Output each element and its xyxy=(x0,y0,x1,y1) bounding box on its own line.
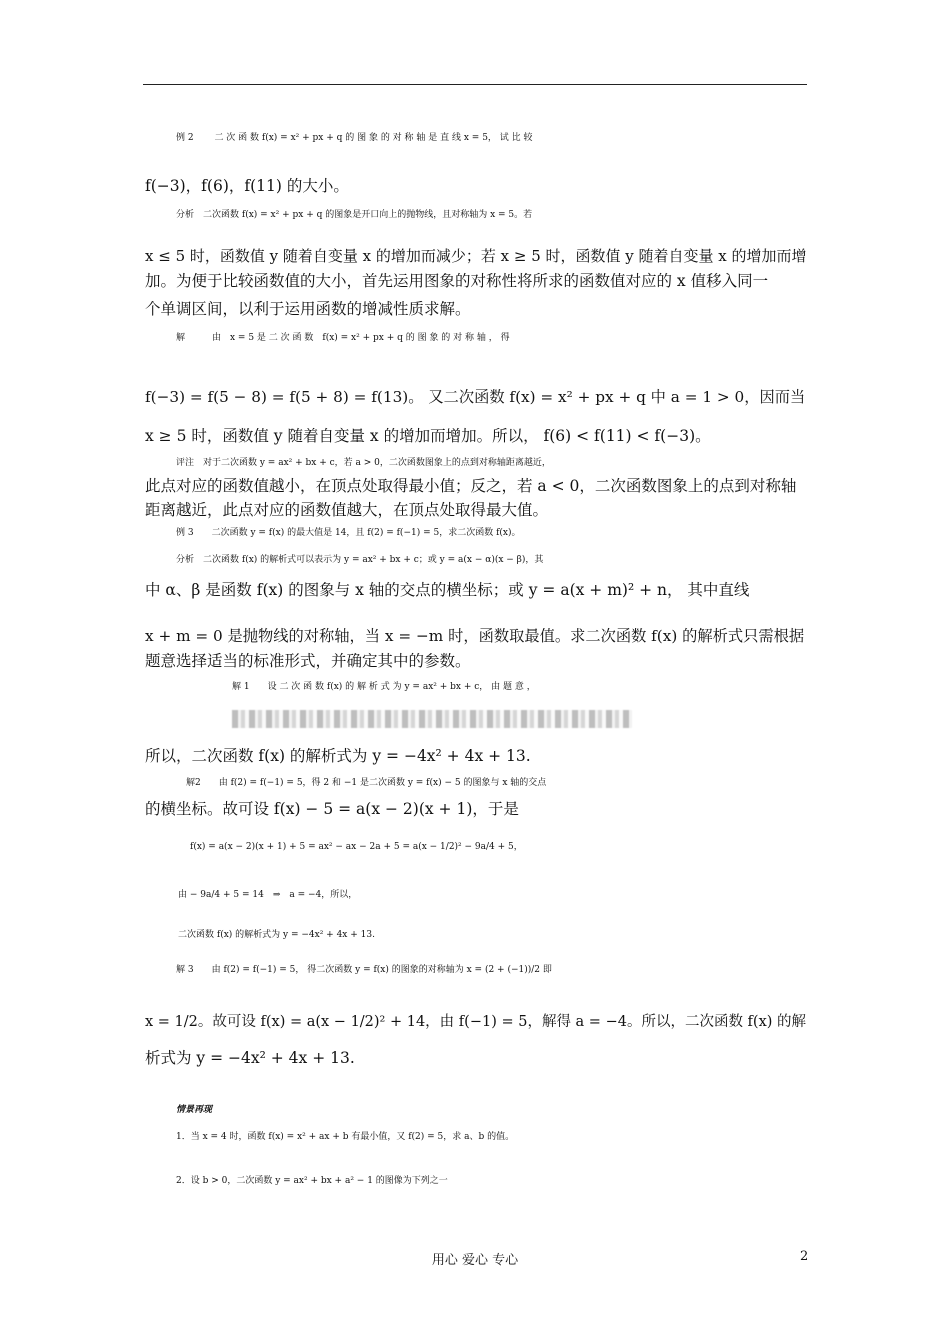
example-2-statement-cont: f(−3)，f(6)，f(11) 的大小。 xyxy=(145,177,349,195)
analysis-ex3-1: 分析 二次函数 f(x) 的解析式可以表示为 y = ax² + bx + c；或 y = a(x − α)(x − β)，其 xyxy=(176,555,544,565)
solution2-derivation: 由 − 9a/4 + 5 = 14 ⇒ a = −4，所以， xyxy=(178,890,358,900)
analysis-ex3-2: 中 α、β 是函数 f(x) 的图象与 x 轴的交点的横坐标；或 y = a(x + m)² + n， 其中直线 xyxy=(145,581,750,599)
solution2-ex3-2: 的横坐标。故可设 f(x) − 5 = a(x − 2)(x + 1)，于是 xyxy=(145,800,519,818)
solution3-2: x = 1/2。故可设 f(x) = a(x − 1/2)² + 14，由 f(−1) = 5，解得 a = −4。所以，二次函数 f(x) 的解 xyxy=(145,1014,807,1030)
solution-2: f(−3) = f(5 − 8) = f(5 + 8) = f(13)。 又二次函数 f(x) = x² + px + q 中 a = 1 > 0，因而当 xyxy=(145,388,806,406)
analysis-3: 加。为便于比较函数值的大小，首先运用图象的对称性将所求的函数值对应的 x 值移入同一 xyxy=(145,272,769,290)
example-2-statement: 例 2 二 次 函 数 f(x) = x² + px + q 的 图 象 的 对 称 轴 是 直 线 x = 5， 试 比 较 xyxy=(176,133,533,143)
illegible-equation-image xyxy=(232,710,632,728)
section-heading: 情景再现 xyxy=(176,1105,213,1115)
analysis-1: 分析 二次函数 f(x) = x² + px + q 的图象是开口向上的抛物线，且对称轴为 x = 5。若 xyxy=(176,210,533,220)
solution2-ex3-1: 解2 由 f(2) = f(−1) = 5，得 2 和 −1 是二次函数 y = f(x) − 5 的图象与 x 轴的交点 xyxy=(186,778,547,788)
solution2-equation: f(x) = a(x − 2)(x + 1) + 5 = ax² − ax − 2a + 5 = a(x − 1/2)² − 9a/4 + 5， xyxy=(190,842,523,852)
solution1-result: 所以，二次函数 f(x) 的解析式为 y = −4x² + 4x + 13. xyxy=(145,747,531,765)
example-3-statement: 例 3 二次函数 y = f(x) 的最大值是 14，且 f(2) = f(−1) = 5，求二次函数 f(x)。 xyxy=(176,528,521,538)
solution3-3: 析式为 y = −4x² + 4x + 13. xyxy=(145,1049,355,1067)
exercise-1: 1．当 x = 4 时，函数 f(x) = x² + ax + b 有最小值，又 f(2) = 5，求 a、b 的值。 xyxy=(176,1132,515,1142)
analysis-2: x ≤ 5 时，函数值 y 随着自变量 x 的增加而减少；若 x ≥ 5 时，函数值 y 随着自变量 x 的增加而增 xyxy=(145,247,807,265)
page-footer: 用心 爱心 专心 xyxy=(431,1253,519,1268)
solution3-1: 解 3 由 f(2) = f(−1) = 5， 得二次函数 y = f(x) 的图象的对称轴为 x = (2 + (−1))/2 即 xyxy=(176,965,552,975)
solution-3: x ≥ 5 时，函数值 y 随着自变量 x 的增加而增加。所以， f(6) < f(11) < f(−3)。 xyxy=(145,427,711,445)
analysis-ex3-3: x + m = 0 是抛物线的对称轴，当 x = −m 时，函数取最值。求二次函数 f(x) 的解析式只需根据 xyxy=(145,627,805,645)
solution2-result: 二次函数 f(x) 的解析式为 y = −4x² + 4x + 13. xyxy=(178,930,375,940)
solution1-ex3: 解 1 设 二 次 函 数 f(x) 的 解 析 式 为 y = ax² + bx + c， 由 题 意 ， xyxy=(232,682,536,692)
exercise-2: 2．设 b > 0，二次函数 y = ax² + bx + a² − 1 的图像为下列之一 xyxy=(176,1176,448,1186)
comment-3: 距离越近，此点对应的函数值越大，在顶点处取得最大值。 xyxy=(145,501,549,519)
solution-1: 解 由 x = 5 是 二 次 函 数 f(x) = x² + px + q 的 图 象 的 对 称 轴 ， 得 xyxy=(176,333,510,343)
comment-2: 此点对应的函数值越小，在顶点处取得最小值；反之，若 a < 0，二次函数图象上的点到对称轴 xyxy=(145,477,797,495)
analysis-4: 个单调区间，以利于运用函数的增减性质求解。 xyxy=(145,300,471,318)
analysis-ex3-4: 题意选择适当的标准形式，并确定其中的参数。 xyxy=(145,652,471,670)
header-rule xyxy=(143,84,807,85)
comment-1: 评注 对于二次函数 y = ax² + bx + c，若 a > 0，二次函数图象上的点到对称轴距离越近， xyxy=(176,458,551,468)
page-number: 2 xyxy=(800,1249,809,1264)
